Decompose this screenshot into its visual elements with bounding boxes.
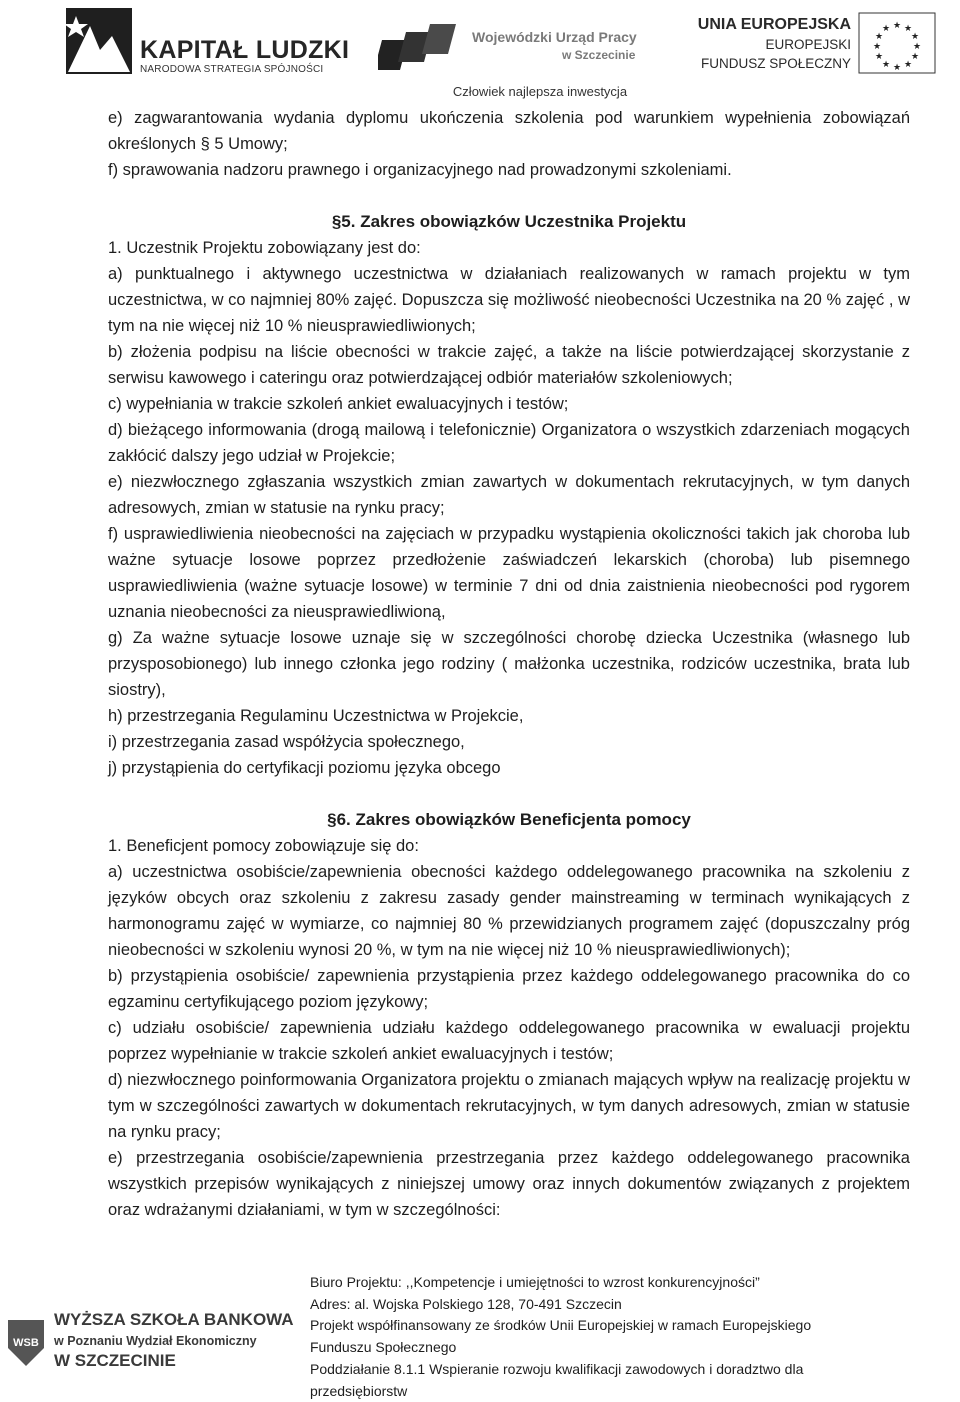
section-5-item-c: c) wypełniania w trakcie szkoleń ankiet ewaluacyjnych i testów; (108, 395, 569, 413)
footer-cofinancing-line2: Funduszu Społecznego (310, 1339, 457, 1356)
wsb-shield-icon (4, 1314, 48, 1370)
kapital-ludzki-logo (62, 6, 350, 76)
section-6-item-e: e) przestrzegania osobiście/zapewnienia przestrzegania przez każdego oddelegowanego pracownika wszystkich przepisów wynikających z niniejszej umowy oraz innych dokumentów związanych z projektem oraz wdrażanymi działaniami, w tym w szczególności: (108, 1149, 910, 1219)
section-5-item-i: i) przestrzegania zasad współżycia społecznego, (108, 733, 465, 751)
section-5-item-e: e) niezwłocznego zgłaszania wszystkich zmian zawartych w dokumentach rekrutacyjnych, w tym danych adresowych, zmian w statusie na rynku pracy; (108, 473, 910, 517)
wsb-name: WYŻSZA SZKOŁA BANKOWA (54, 1310, 294, 1329)
page-header (0, 0, 960, 100)
footer-cofinancing-line1: Projekt współfinansowany ze środków Unii Europejskiej w ramach Europejskiego (310, 1317, 812, 1334)
svg-text:★: ★ (874, 52, 884, 62)
svg-text:★: ★ (903, 60, 913, 70)
eu-fund-line1: EUROPEJSKI (765, 37, 851, 52)
section-5-item-f: f) usprawiedliwienia nieobecności na zajęciach w przypadku wystąpienia okoliczności takich jak choroba lub ważne sytuacje losowe poprzez przedłożenie zaświadczeń lekarskich (choroba) lub pisemnego usprawiedliwienia (ważne sytuacje losowe) w terminie 7 dni od dnia zaistnienia nieobecności pod rygorem uznania nieobecności za nieusprawiedliwioną, (108, 525, 910, 621)
svg-text:★: ★ (881, 60, 891, 70)
wsb-city: W SZCZECINIE (54, 1351, 176, 1370)
section-6-item-a: a) uczestnictwa osobiście/zapewnienia obecności każdego oddelegowanego pracownika na szkoleniu z języków obcych oraz szkoleniu z zakresu zasady gender mainstreaming w terminach wynikających z harmonogramu zajęć w wymiarze, co najmniej 80 % przewidzianych programem zajęć (dopuszczalny próg nieobecności w szkoleniu wynosi 20 %, w tym na nie więcej niż 10 % nieusprawiedliwionych); (108, 863, 910, 959)
wsb-logo (4, 1306, 304, 1376)
item-f-top: f) sprawowania nadzoru prawnego i organizacyjnego nad prowadzonymi szkoleniami. (108, 161, 732, 179)
svg-text:★: ★ (910, 32, 920, 42)
section-6-heading: §6. Zakres obowiązków Beneficjenta pomocy (327, 810, 691, 829)
eu-title: UNIA EUROPEJSKA (697, 16, 851, 33)
eu-logo (697, 10, 946, 80)
section-5-item-b: b) złożenia podpisu na liście obecności w trakcie zajęć, a także na liście potwierdzającej skorzystanie z serwisu kawowego i cateringu oraz potwierdzającej odbiór materiałów szkoleniowych; (108, 343, 910, 387)
kapital-ludzki-title: KAPITAŁ LUDZKI (140, 36, 350, 64)
kapital-ludzki-subtitle: NARODOWA STRATEGIA SPÓJNOŚCI (140, 64, 324, 75)
kapital-ludzki-mark-icon (62, 6, 134, 76)
item-e-top: e) zagwarantowania wydania dyplomu ukończenia szkolenia pod warunkiem wypełnienia zobowiązań określonych § 5 Umowy; (108, 109, 910, 153)
svg-text:★: ★ (874, 32, 884, 42)
header-tagline: Człowiek najlepsza inwestycja (452, 84, 628, 99)
section-6-intro: 1. Beneficjent pomocy zobowiązuje się do: (108, 837, 419, 855)
svg-text:★: ★ (892, 21, 902, 31)
section-6-item-c: c) udziału osobiście/ zapewnienia udziału każdego oddelegowanego pracownika w ewaluacji projektu poprzez wypełnianie w trakcie szkoleń ankiet ewaluacyjnych i testów; (108, 1019, 910, 1063)
svg-text:★: ★ (912, 42, 922, 52)
svg-text:★: ★ (903, 24, 913, 34)
section-6-item-d: d) niezwłocznego poinformowania Organizatora projektu o zmianach mających wpływ na realizację projektu w tym w szczególności zawartych w dokumentach rekrutacyjnych, w tym danych adresowych, zmian w statusie na rynku pracy; (108, 1071, 910, 1141)
wup-name: Wojewódzki Urząd Pracy (472, 29, 637, 45)
section-5-item-a: a) punktualnego i aktywnego uczestnictwa w działaniach realizowanych w ramach projektu w tym uczestnictwa, w co najmniej 80% zajęć. Dopuszcza się możliwość nieobecności Uczestnika na 20 % zajęć , w tym na nie więcej niż 10 % nieusprawiedliwionych; (108, 265, 910, 335)
document-body (108, 105, 910, 1223)
section-5-item-g: g) Za ważne sytuacje losowe uznaje się w szczególności chorobę dziecka Uczestnika (własnego lub przysposobionego) lub innego członka jego rodziny ( małżonka uczestnika, rodziców uczestnika, brata lub siostry), (108, 629, 910, 699)
wsb-badge-text: WSB (13, 1337, 39, 1349)
svg-text:★: ★ (910, 52, 920, 62)
section-5-intro: 1. Uczestnik Projektu zobowiązany jest do: (108, 239, 421, 257)
section-5-heading: §5. Zakres obowiązków Uczestnika Projektu (331, 212, 687, 231)
svg-text:★: ★ (872, 42, 882, 52)
wsb-faculty: w Poznaniu Wydział Ekonomiczny (54, 1334, 257, 1348)
section-5-item-h: h) przestrzegania Regulaminu Uczestnictwa w Projekcie, (108, 707, 524, 725)
svg-text:★: ★ (892, 63, 902, 73)
footer-address: Adres: al. Wojska Polskiego 128, 70-491 Szczecin (310, 1295, 622, 1312)
section-5-item-d: d) bieżącego informowania (drogą mailową i telefonicznie) Organizatora o wszystkich zdarzeniach mogących zakłócić dalszy jego udział w Projekcie; (108, 421, 910, 465)
svg-text:★: ★ (881, 24, 891, 34)
eu-fund-line2: FUNDUSZ SPOŁECZNY (700, 56, 851, 71)
footer-subaction-line1: Poddziałanie 8.1.1 Wspieranie rozwoju kwalifikacji zawodowych i doradztwo dla (310, 1360, 804, 1377)
footer-subaction-line2: przedsiębiorstw (310, 1382, 408, 1399)
eu-flag-icon (858, 12, 936, 74)
section-5-item-j: j) przystąpienia do certyfikacji poziomu języka obcego (108, 759, 501, 777)
section-6-item-b: b) przystąpienia osobiście/ zapewnienia przystąpienia przez każdego oddelegowanego pracownika do co egzaminu certyfikującego poziom językowy; (108, 967, 910, 1011)
footer-office: Biuro Projektu: ,,Kompetencje i umiejętności to wzrost konkurencyjności” (310, 1274, 760, 1290)
footer-info (310, 1272, 930, 1402)
wup-logo (378, 18, 658, 78)
wup-mark-icon (378, 18, 468, 74)
wup-city: w Szczecinie (562, 48, 636, 62)
